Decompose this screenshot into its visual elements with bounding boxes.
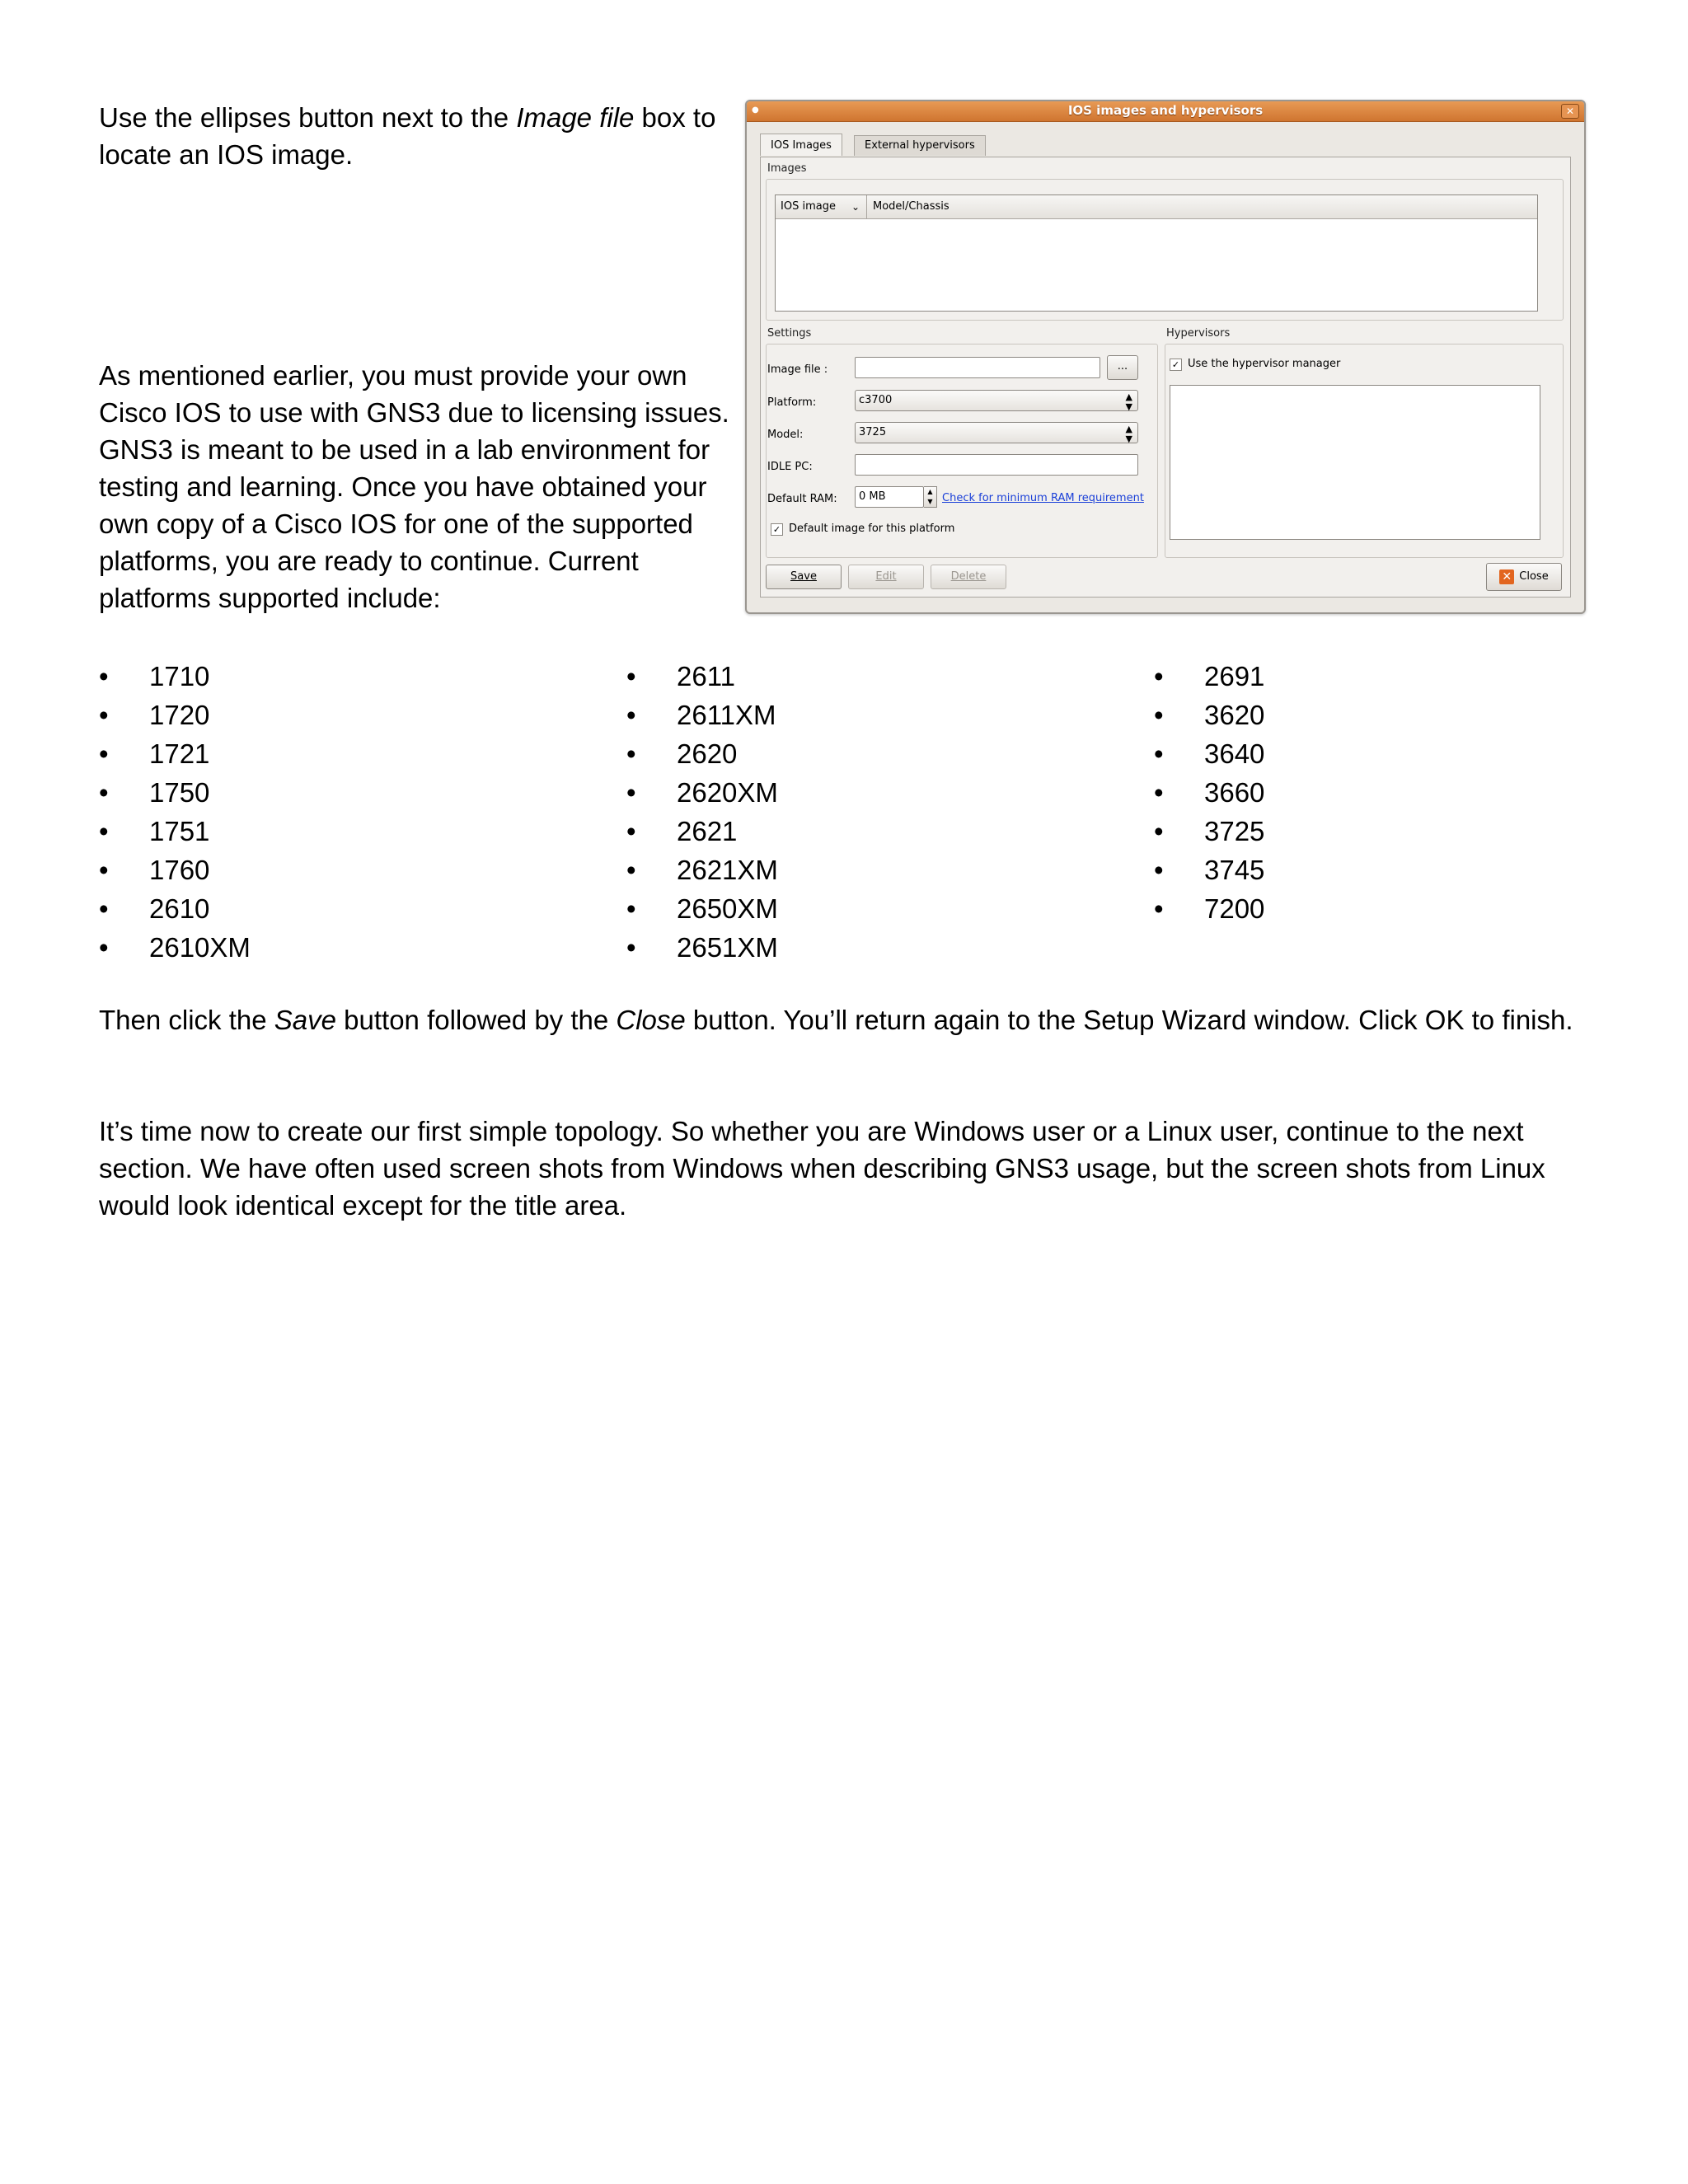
bullet-glyph: • — [1154, 738, 1164, 769]
dialog-titlebar — [747, 101, 1584, 122]
edit-button-label: Edit — [875, 570, 897, 583]
platform-label: 1760 — [149, 855, 210, 885]
platform-label: 2620XM — [677, 777, 778, 808]
dialog-title: IOS images and hypervisors — [1067, 103, 1264, 118]
edit-button[interactable] — [848, 565, 924, 589]
window-menu-icon[interactable]: ● — [752, 105, 759, 115]
platform-list-item — [626, 696, 778, 734]
bullet-glyph: • — [626, 738, 636, 769]
bullet-glyph: • — [99, 893, 109, 924]
platform-list-item — [626, 889, 778, 928]
idle-pc-label: IDLE PC: — [767, 461, 813, 473]
platform-list-item — [626, 851, 778, 889]
platform-label: 3660 — [1204, 777, 1265, 808]
platform-list-item — [626, 734, 778, 773]
save-close-paragraph — [99, 1001, 1599, 1038]
bullet-glyph: • — [626, 932, 636, 963]
platform-list-item — [99, 889, 251, 928]
image-file-label: Image file : — [767, 363, 828, 376]
hypervisor-list[interactable] — [1170, 385, 1540, 540]
platform-list-item — [99, 812, 251, 851]
platform-label: 2621 — [677, 816, 738, 846]
settings-group-label: Settings — [767, 327, 812, 340]
para3-text-b: button followed by the — [335, 1005, 617, 1035]
column-ios-image-label: IOS image — [781, 200, 836, 213]
ram-spinner-icon[interactable]: ▲ ▼ — [924, 486, 937, 508]
column-model-chassis[interactable]: Model/Chassis — [873, 200, 950, 213]
platform-list-item — [626, 928, 778, 967]
platform-label: 2650XM — [677, 893, 778, 924]
intro-paragraph — [99, 99, 725, 173]
platform-list-col2 — [626, 657, 778, 967]
licensing-paragraph: As mentioned earlier, you must provide your own Cisco IOS to use with GNS3 due to licensing issues. GNS3 is meant to be used in a lab environment for testing and learning. Once you have obtained your own copy of a Cisco IOS for one of the supported platforms, you are ready to continue. Current platforms supported include: — [99, 360, 729, 613]
platform-list-item — [99, 657, 251, 696]
platform-list-item — [99, 773, 251, 812]
bullet-glyph: • — [626, 855, 636, 885]
bullet-glyph: • — [626, 700, 636, 730]
platform-label: 2610XM — [149, 932, 251, 963]
use-hypervisor-checkbox[interactable]: ✓ — [1170, 359, 1182, 371]
images-table-header — [776, 195, 1537, 219]
close-icon: ✕ — [1499, 569, 1514, 584]
para3-text-a: Then click the — [99, 1005, 274, 1035]
platform-label: 3620 — [1204, 700, 1265, 730]
save-button[interactable] — [766, 565, 842, 589]
save-button-label: Save — [790, 570, 817, 583]
platform-label: 2610 — [149, 893, 210, 924]
platform-list-item — [99, 928, 251, 967]
images-table[interactable] — [775, 194, 1538, 312]
topology-paragraph: It’s time now to create our first simple topology. So whether you are Windows user or a Linux user, continue to the next section. We have often used screen shots from Windows when describing GNS3 usage, but the screen shots from Linux would look identical except for the title area. — [99, 1116, 1545, 1221]
bullet-glyph: • — [99, 700, 109, 730]
ram-requirement-link[interactable]: Check for minimum RAM requirement — [942, 492, 1144, 504]
chevron-down-icon: ⌄ — [851, 201, 860, 213]
platform-label: 1710 — [149, 661, 210, 691]
platform-label: 3745 — [1204, 855, 1265, 885]
platform-list-item — [1154, 851, 1264, 889]
tab-ios-images[interactable]: IOS Images — [760, 134, 842, 156]
default-ram-input[interactable]: 0 MB — [855, 486, 924, 508]
intro-text-b: box to locate an IOS image. — [99, 102, 716, 170]
model-value: 3725 — [859, 426, 887, 438]
tab-external-hypervisors[interactable]: External hypervisors — [854, 135, 986, 156]
bullet-glyph: • — [99, 661, 109, 691]
default-ram-label: Default RAM: — [767, 493, 837, 505]
bullet-glyph: • — [1154, 855, 1164, 885]
bullet-glyph: • — [1154, 893, 1164, 924]
images-group-label: Images — [767, 162, 807, 175]
para3-emphasis-close: Close — [616, 1005, 686, 1035]
platform-label: 7200 — [1204, 893, 1265, 924]
platform-label: 1751 — [149, 816, 210, 846]
platform-value: c3700 — [859, 394, 893, 406]
bullet-glyph: • — [1154, 661, 1164, 691]
delete-button-label: Delete — [950, 570, 987, 583]
bullet-glyph: • — [99, 777, 109, 808]
platform-label: 2651XM — [677, 932, 778, 963]
platform-label: 2621XM — [677, 855, 778, 885]
window-close-icon[interactable]: ✕ — [1561, 104, 1579, 119]
bullet-glyph: • — [1154, 700, 1164, 730]
platform-list-item — [626, 773, 778, 812]
platform-label: Platform: — [767, 396, 817, 409]
platform-list-item — [1154, 734, 1264, 773]
platform-list-item — [626, 657, 778, 696]
default-image-checkbox[interactable]: ✓ — [771, 523, 783, 536]
platform-label: 1750 — [149, 777, 210, 808]
browse-image-button[interactable]: ... — [1107, 355, 1138, 380]
close-button[interactable] — [1486, 563, 1562, 591]
bullet-glyph: • — [626, 893, 636, 924]
platform-label: 1720 — [149, 700, 210, 730]
use-hypervisor-label: Use the hypervisor manager — [1188, 358, 1341, 370]
delete-button[interactable] — [931, 565, 1006, 589]
bullet-glyph: • — [1154, 777, 1164, 808]
column-ios-image[interactable] — [776, 195, 867, 218]
platform-list-item — [1154, 773, 1264, 812]
bullet-glyph: • — [626, 816, 636, 846]
bullet-glyph: • — [99, 738, 109, 769]
platform-label: 2611 — [677, 661, 735, 691]
platform-list-col1 — [99, 657, 251, 967]
platform-list-item — [1154, 657, 1264, 696]
platform-label: 1721 — [149, 738, 210, 769]
platform-list-col3 — [1154, 657, 1264, 928]
platform-label: 3640 — [1204, 738, 1265, 769]
idle-pc-input[interactable] — [855, 454, 1138, 476]
platform-list-item — [99, 696, 251, 734]
updown-arrow-icon: ▲ ▼ — [1125, 391, 1132, 412]
bullet-glyph: • — [99, 816, 109, 846]
bullet-glyph: • — [99, 855, 109, 885]
para3-text-c: button. You’ll return again to the Setup Wizard window. Click OK to finish. — [685, 1005, 1573, 1035]
ios-images-dialog — [745, 100, 1586, 614]
bullet-glyph: • — [1154, 816, 1164, 846]
platform-list-item — [1154, 812, 1264, 851]
bullet-glyph: • — [626, 777, 636, 808]
platform-list-item — [1154, 889, 1264, 928]
platform-list-item — [99, 851, 251, 889]
bullet-glyph: • — [626, 661, 636, 691]
platform-list-item — [1154, 696, 1264, 734]
platform-label: 2620 — [677, 738, 738, 769]
platform-select[interactable] — [855, 390, 1138, 411]
platform-list-item — [626, 812, 778, 851]
close-button-label: Close — [1519, 570, 1549, 583]
platform-label: 2691 — [1204, 661, 1265, 691]
model-select[interactable] — [855, 422, 1138, 443]
bullet-glyph: • — [99, 932, 109, 963]
hypervisors-group-label: Hypervisors — [1166, 327, 1231, 340]
para3-emphasis-save: Save — [274, 1005, 336, 1035]
image-file-input[interactable] — [855, 357, 1100, 378]
tab-panel — [760, 157, 1571, 598]
intro-text-emphasis: Image file — [516, 102, 635, 133]
platform-label: 3725 — [1204, 816, 1265, 846]
intro-text-a: Use the ellipses button next to the — [99, 102, 517, 133]
updown-arrow-icon: ▲ ▼ — [1125, 424, 1132, 444]
platform-label: 2611XM — [677, 700, 776, 730]
default-image-label: Default image for this platform — [789, 523, 955, 535]
model-label: Model: — [767, 429, 804, 441]
platform-list-item — [99, 734, 251, 773]
